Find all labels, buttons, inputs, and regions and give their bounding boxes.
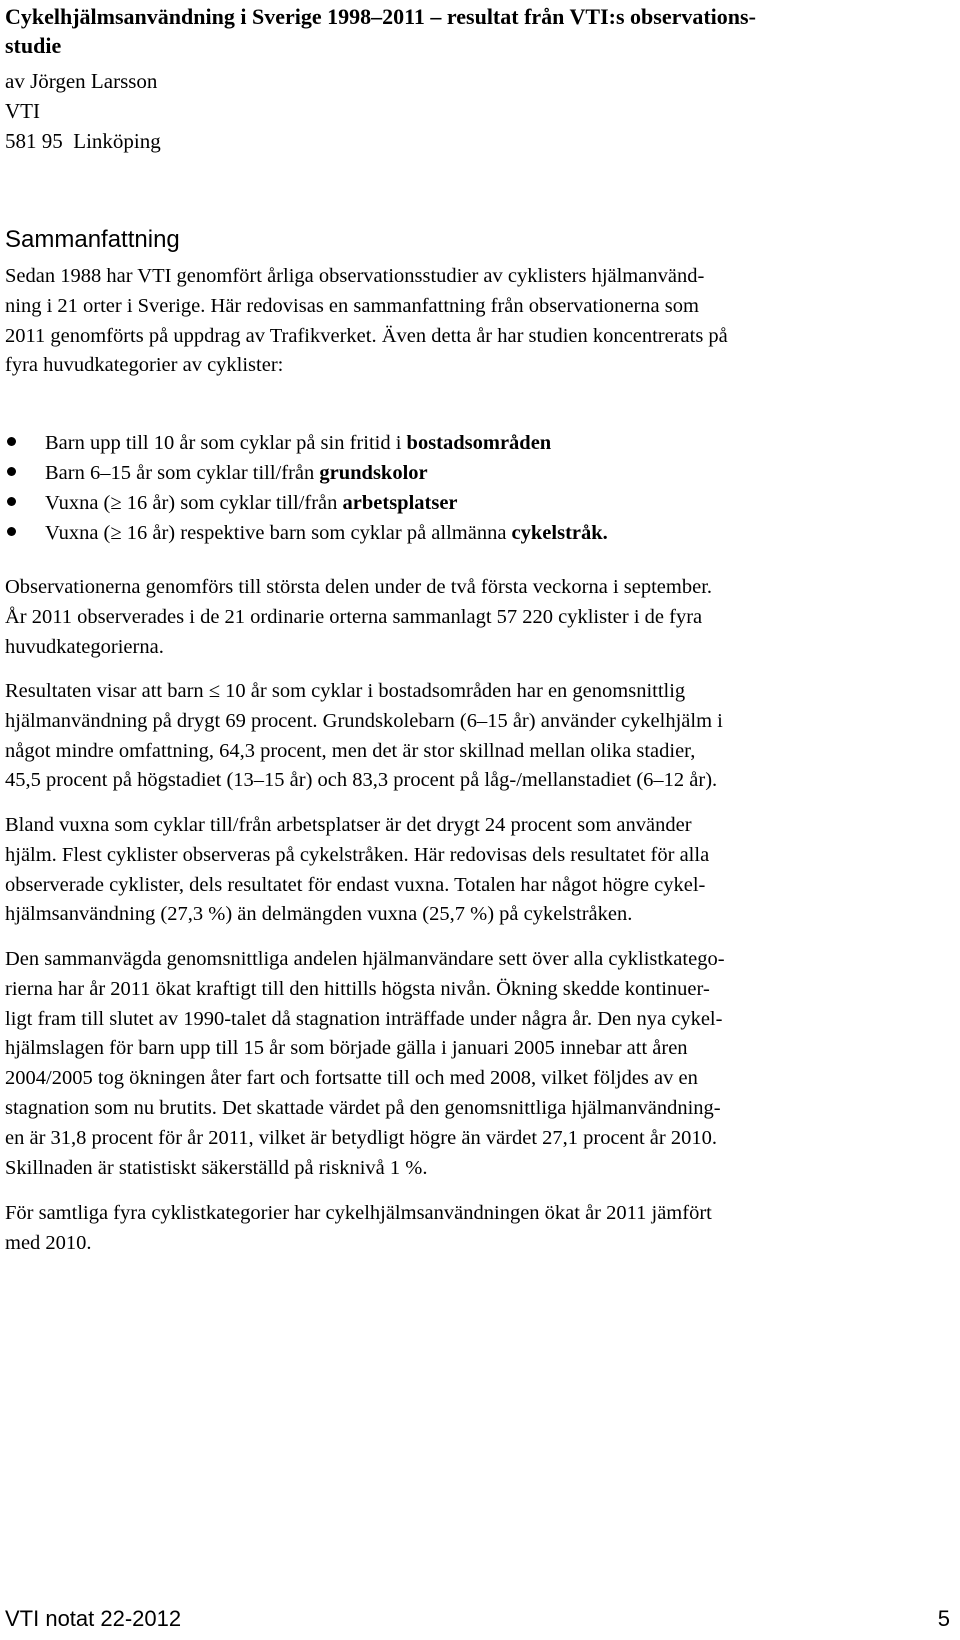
results-paragraph [5, 677, 940, 796]
text-line: hjälmanvändning på drygt 69 procent. Grundskolebarn (6–15 år) använder cykelhjälm i [5, 709, 723, 732]
bullet-icon [7, 437, 16, 446]
page-footer [5, 1602, 950, 1636]
bullet-icon [7, 497, 16, 506]
author-address: 581 95 Linköping [5, 129, 161, 153]
text-line: ligt fram till slutet av 1990-talet då stagnation inträffade under några år. Den nya cykel- [5, 1007, 723, 1030]
list-item [5, 458, 608, 488]
text-line: Resultaten visar att barn ≤ 10 år som cyklar i bostadsområden har en genomsnittlig [5, 680, 686, 702]
weighted-paragraph [5, 945, 940, 1183]
text-line: Den sammanvägda genomsnittliga andelen hjälmanvändare sett över alla cyklistkatego- [5, 948, 725, 970]
text-line: rierna har år 2011 ökat kraftigt till den hittills högsta nivån. Ökning skedde kontinuer- [5, 977, 710, 1000]
text-line: Observationerna genomförs till största delen under de två första veckorna i september. [5, 576, 713, 598]
text-line: Skillnaden är statistiskt säkerställd på risknivå 1 %. [5, 1156, 428, 1179]
text-line: För samtliga fyra cyklistkategorier har cykelhjälmsanvändningen ökat år 2011 jämfört [5, 1202, 712, 1224]
list-item-emphasis: bostadsområden [406, 432, 552, 454]
text-line: huvudkategorierna. [5, 635, 164, 658]
text-line: 2011 genomförts på uppdrag av Trafikverket. Även detta år har studien koncentrerats på [5, 324, 728, 347]
title-line-1: Cykelhjälmsanvändning i Sverige 1998–2011 – resultat från VTI:s observations- [5, 4, 756, 29]
author-org: VTI [5, 99, 40, 123]
final-paragraph [5, 1199, 940, 1259]
author-name: av Jörgen Larsson [5, 69, 158, 93]
list-item-emphasis: cykelstråk. [511, 522, 608, 544]
text-line: observerade cyklister, dels resultatet för endast vuxna. Totalen har något högre cykel- [5, 873, 706, 896]
text-line: en är 31,8 procent för år 2011, vilket är betydligt högre än värdet 27,1 procent år 2010. [5, 1126, 717, 1149]
text-line: med 2010. [5, 1231, 92, 1254]
list-item-emphasis: grundskolor [319, 462, 428, 484]
section-title: Sammanfattning [5, 226, 180, 253]
adults-paragraph [5, 811, 940, 930]
text-line: År 2011 observerades i de 21 ordinarie orterna sammanlagt 57 220 cyklister i de fyra [5, 605, 703, 628]
observations-paragraph [5, 573, 940, 662]
bullet-icon [7, 527, 16, 536]
list-item [5, 428, 608, 458]
text-line: fyra huvudkategorier av cyklister: [5, 354, 284, 377]
text-line: något mindre omfattning, 64,3 procent, men det är stor skillnad mellan olika stadier, [5, 739, 696, 762]
document-title [5, 2, 935, 60]
text-line: hjälm. Flest cyklister observeras på cykelstråken. Här redovisas dels resultatet för alla [5, 843, 710, 866]
intro-paragraph [5, 262, 940, 381]
list-item-text: Barn 6–15 år som cyklar till/från [45, 462, 320, 484]
text-line: 2004/2005 tog ökningen åter fart och fortsatte till och med 2008, vilket följdes av en [5, 1067, 698, 1090]
text-line: hjälmsanvändning (27,3 %) än delmängden vuxna (25,7 %) på cykelstråken. [5, 903, 633, 926]
list-item-text: Vuxna (≥ 16 år) respektive barn som cyklar på allmänna [45, 522, 512, 544]
text-line: 45,5 procent på högstadiet (13–15 år) och 83,3 procent på låg-/mellanstadiet (6–12 år). [5, 769, 718, 792]
list-item-emphasis: arbetsplatser [342, 492, 458, 514]
text-line: Bland vuxna som cyklar till/från arbetsplatser är det drygt 24 procent som använder [5, 814, 692, 836]
list-item-text: Vuxna (≥ 16 år) som cyklar till/från [45, 492, 343, 514]
text-line: stagnation som nu brutits. Det skattade värdet på den genomsnittliga hjälmanvändning- [5, 1096, 721, 1119]
footer-report-id: VTI notat 22-2012 [5, 1606, 182, 1631]
title-line-2: studie [5, 33, 62, 58]
bullet-icon [7, 467, 16, 476]
list-item [5, 518, 608, 548]
list-item-text: Barn upp till 10 år som cyklar på sin fritid i [45, 432, 407, 454]
text-line: hjälmslagen för barn upp till 15 år som började gälla i januari 2005 innebar att åren [5, 1037, 688, 1060]
text-line: Sedan 1988 har VTI genomfört årliga observationsstudier av cyklisters hjälmanvänd- [5, 265, 705, 287]
list-item [5, 488, 608, 518]
text-line: ning i 21 orter i Sverige. Här redovisas en sammanfattning från observationerna som [5, 294, 699, 317]
category-list [5, 428, 608, 548]
page-number: 5 [937, 1606, 950, 1631]
